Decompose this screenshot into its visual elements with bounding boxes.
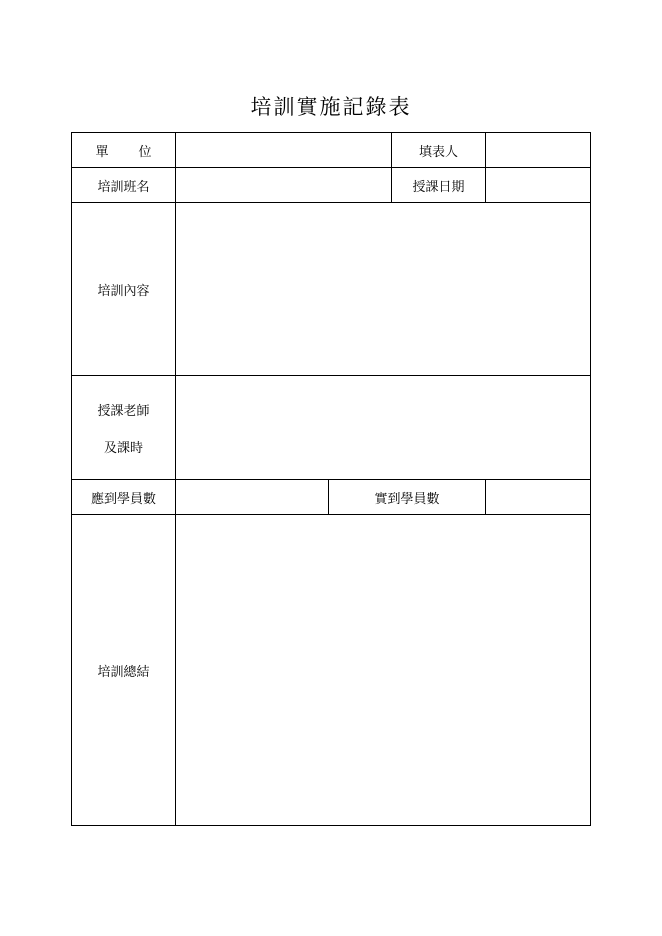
date-label: 授課日期: [392, 168, 486, 203]
actual-count-label: 實到學員數: [329, 480, 486, 515]
unit-label-char-1: 單: [95, 144, 109, 160]
class-name-field[interactable]: [176, 168, 392, 203]
filler-field[interactable]: [486, 133, 590, 168]
teacher-field[interactable]: [176, 376, 590, 480]
unit-label-char-2: 位: [138, 144, 152, 160]
teacher-label: [72, 376, 176, 480]
class-name-label: 培訓班名: [72, 168, 176, 203]
unit-field[interactable]: [176, 133, 392, 168]
actual-count-field[interactable]: [486, 480, 590, 515]
date-field[interactable]: [486, 168, 590, 203]
page-title: 培訓實施記錄表: [250, 95, 412, 119]
summary-field[interactable]: [176, 515, 590, 825]
teacher-label-line-1: 授課老師: [97, 403, 150, 419]
unit-label: [72, 133, 176, 168]
expected-count-field[interactable]: [176, 480, 329, 515]
expected-count-label: 應到學員數: [72, 480, 176, 515]
training-record-form: [71, 132, 591, 826]
filler-label: 填表人: [392, 133, 486, 168]
teacher-label-line-2: 及課時: [103, 440, 143, 456]
content-field[interactable]: [176, 203, 590, 376]
summary-label: 培訓總結: [72, 515, 176, 825]
content-label: 培訓內容: [72, 203, 176, 376]
